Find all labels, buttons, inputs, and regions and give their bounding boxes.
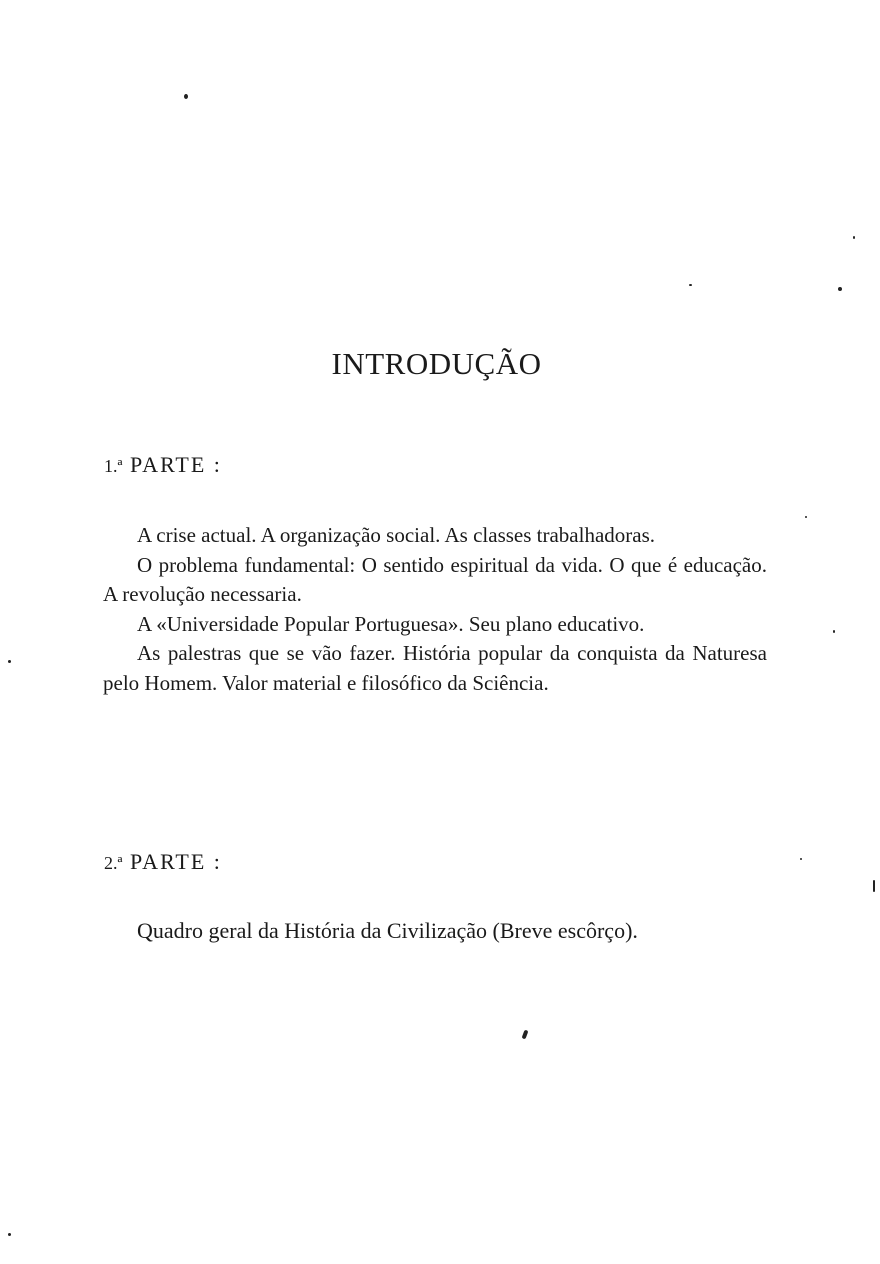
print-speck: [689, 284, 692, 286]
print-speck: [805, 516, 807, 518]
part1-paragraph: O problema fundamental: O sentido espiritual da vida. O que é educação. A revolução necessaria.: [103, 552, 767, 606]
part1-label: PARTE :: [129, 452, 222, 477]
part1-paragraph: As palestras que se vão fazer. História popular da conquista da Naturesa pelo Homem. Valor material e filosófico da Sciência.: [103, 641, 767, 695]
print-speck: [8, 1233, 11, 1236]
part1-paragraph: A «Universidade Popular Portuguesa». Seu plano educativo.: [137, 611, 645, 636]
print-speck: [8, 660, 11, 663]
print-speck: [853, 236, 855, 239]
print-speck: [873, 880, 875, 892]
part1-body: [103, 521, 767, 698]
part2-text: Quadro geral da História da Civilização (Breve escôrço).: [137, 918, 638, 943]
part2-heading: [104, 849, 222, 875]
print-speck: [833, 630, 835, 633]
print-speck: [838, 287, 842, 291]
print-speck: [184, 94, 188, 99]
part1-number: 1.ª: [104, 456, 123, 476]
page-title: INTRODUÇÃO: [331, 346, 542, 381]
part2-number: 2.ª: [104, 853, 123, 873]
part1-heading: [104, 452, 222, 478]
print-speck: [800, 858, 802, 860]
part1-paragraph: A crise actual. A organização social. As classes trabalhadoras.: [137, 523, 656, 547]
part2-label: PARTE :: [129, 849, 222, 874]
print-speck: [522, 1030, 529, 1040]
